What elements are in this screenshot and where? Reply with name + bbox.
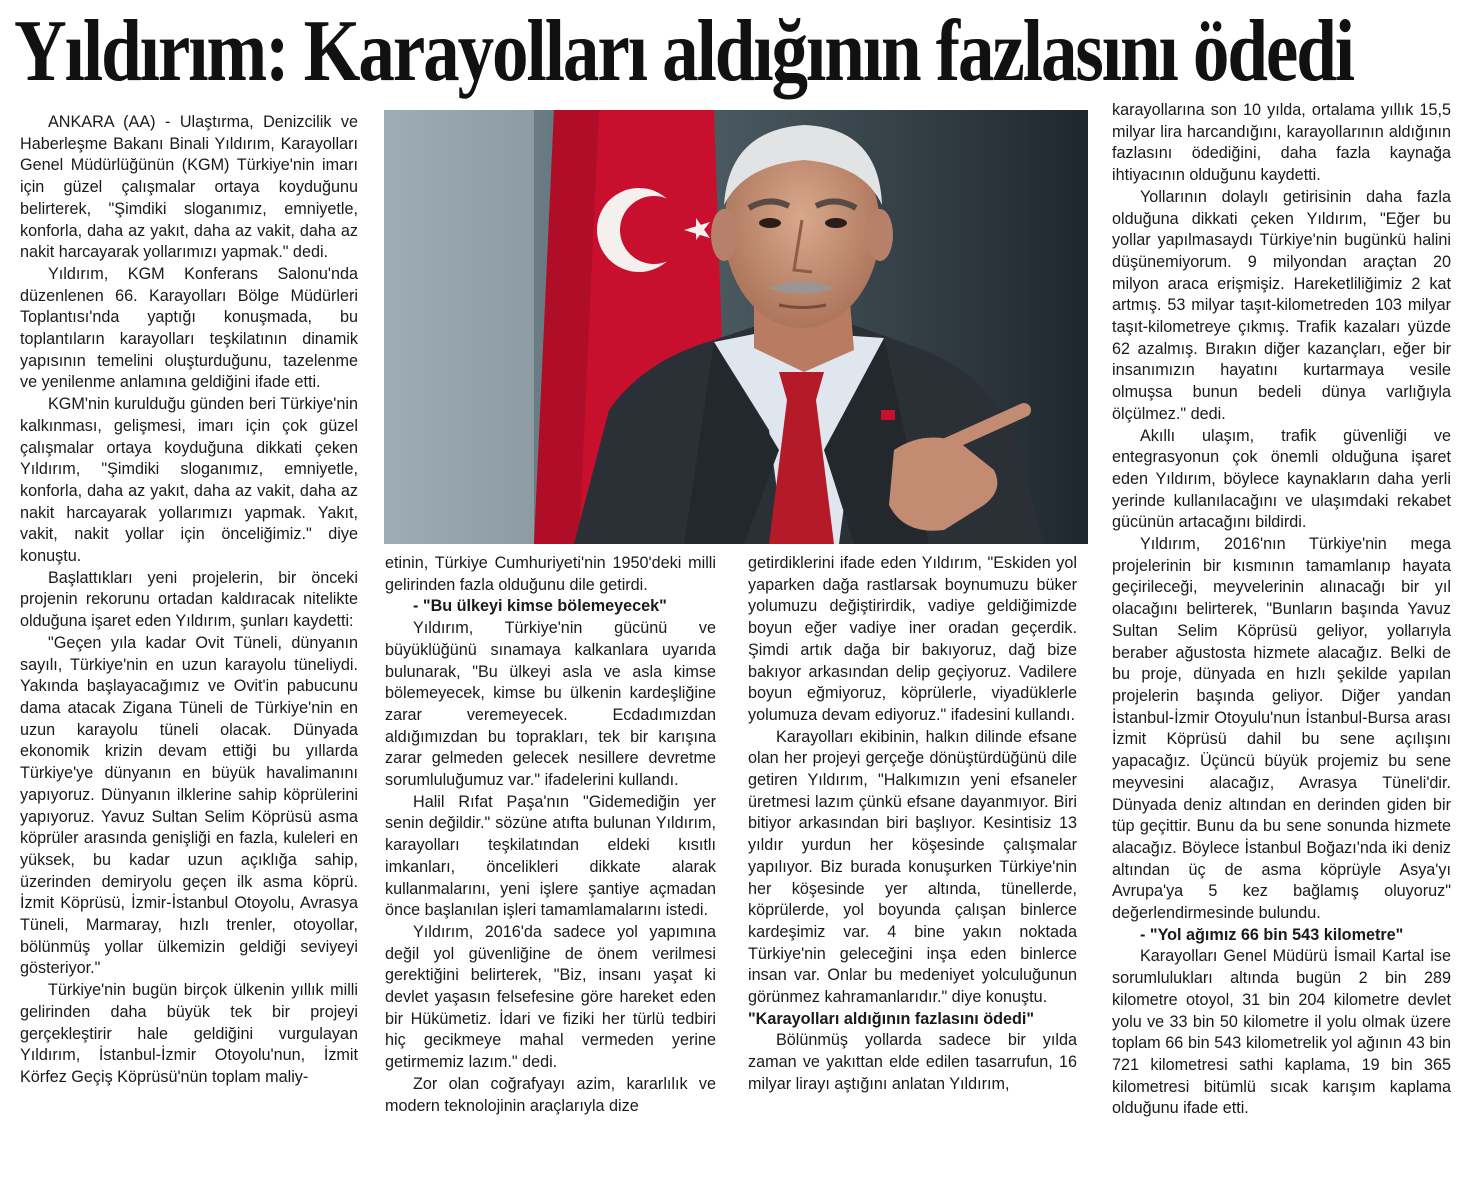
subheading: - "Bu ülkeyi kimse bölemeyecek" xyxy=(413,597,667,616)
article-photo xyxy=(384,110,1088,544)
headline: Yıldırım: Karayolları aldığının fazlasını ödedi xyxy=(14,3,1354,100)
portrait-photo-illustration xyxy=(384,110,1088,544)
paragraph: Türkiye'nin bugün birçok ülkenin yıllık milli gelirinden daha büyük tek bir projeyi gerçekleştirir hale geldiğini vurgulayan Yıldırım, İstanbul-İzmir Otoyolu'nun, İzmit Körfez Geçiş Köprüsü'nün toplam maliy- xyxy=(20,981,358,1086)
paragraph: Halil Rıfat Paşa'nın "Gidemediğin yer senin değildir." sözüne atıfta bulunan Yıldırım, karayolları teşkilatından eldeki kısıtlı imkanları, öncelikleri dikkate alarak kullanmalarını, yeni işlere şantiye açmadan önce başlanılan işleri tamamlamalarını istedi. xyxy=(385,792,716,920)
paragraph: Yollarının dolaylı getirisinin daha fazla olduğuna dikkati çeken Yıldırım, "Eğer bu yollar yapılmasaydı Türkiye'nin bugünkü halini düşünemiyorum. 9 milyondan araçtan 20 milyon araca erişmişiz. Hareketliliğimiz 2 kat artmış. 53 milyar taşıt-kilometreden 103 milyar taşıt-kilometreye çıkmış. Trafik kazaları yüzde 62 azalmış. Bırakın diğer kazançları, eğer bir insanımızın hayatını kurtarmaya vesile olmuşsa bunun bedeli dünya varlığıyla ölçülmez." dedi. xyxy=(1112,187,1451,423)
paragraph: Bölünmüş yollarda sadece bir yılda zaman ve yakıttan elde edilen tasarrufun, 16 milyar lirayı aştığını anlatan Yıldırım, xyxy=(748,1031,1077,1093)
paragraph: karayollarına son 10 yılda, ortalama yıllık 15,5 milyar lira harcandığını, karayollarının aldığının fazlasını ödediğini, daha fazla kaynağa ihtiyacının olduğunu kaydetti. xyxy=(1112,101,1451,185)
paragraph: Yıldırım, 2016'nın Türkiye'nin mega projelerinin bir kısmının tamamlanıp hayata geçirileceği, meyvelerinin alınacağı bir yıl olacağını belirterek, "Bunların başında Yavuz Sultan Selim Köprüsü geliyor, yollarıyla beraber ağustosta hizmete alacağız. Belki de bu proje, dünyada en hızlı şekilde yapılan projelerin başında geliyor. Diğer yandan İstanbul-İzmir Otoyulu'nun İstanbul-Bursa arası İzmit Köprüsü dahil bu sene açılışını yapacağız. Üçüncü büyük projemiz bu sene meyvesini alacağız, Avrasya Tüneli'dir. Dünyada deniz altından en derinden giden bir tüp geçittir. Bunu da bu sene sonunda hizmete alacağız. Böylece İstanbul Boğazı'nda iki deniz altından üç de asma köprüyle Asya'yı Avrupa'ya 5 kez bağlamış oluyoruz" değerlendirmesinde bulundu. xyxy=(1112,535,1451,923)
column-3 xyxy=(748,553,1077,1189)
subheading: "Karayolları aldığının fazlasını ödedi" xyxy=(748,1009,1035,1028)
paragraph: KGM'nin kurulduğu günden beri Türkiye'nin kalkınması, gelişmesi, imarı için çok güzel çalışmalar ortaya koyduğuna dikkati çeken Yıldırım, "Şimdiki sloganımız, emniyetle, konforla, daha az yakıt, daha az vakit, daha az nakit harcayarak yollarımızı yapmak. Yakıt, vakit, nakit yollar için önceliğimiz." diye konuştu. xyxy=(20,395,358,566)
column-1 xyxy=(20,112,358,1189)
paragraph: Karayolları Genel Müdürü İsmail Kartal ise sorumlulukları altında bugün 2 bin 289 kilometre otoyol, 31 bin 204 kilometre devlet yolu ve 33 bin 50 kilometre il yolu olmak üzere toplam 66 bin 543 kilometrelik yol ağının 43 bin 721 kilometresi sathi kaplama, 19 bin 365 kilometresi bitümlü sıcak karışım kaplama olduğunu ifade etti. xyxy=(1112,947,1451,1118)
paragraph: Yıldırım, KGM Konferans Salonu'nda düzenlenen 66. Karayolları Bölge Müdürleri Toplantısı'nda yaptığı konuşmada, bu toplantıların karayolları teşkilatının dinamik yapısının temelini oluşturduğunu, tazelenme ve yenilenme anlamına geldiğini ifade etti. xyxy=(20,264,358,392)
paragraph: Yıldırım, Türkiye'nin gücünü ve büyüklüğünü sınamaya kalkanlara uyarıda bulunarak, "Bu ülkeyi asla ve asla kimse bölemeyecek, kimse bu ülkenin kardeşliğine zarar veremeyecek. Ecdadımızdan aldığımızdan bu toprakları, tek bir karışına zarar gelmeden gelecek nesillere devretme sorumluluğumuz var." ifadelerini kullandı. xyxy=(385,619,716,790)
paragraph: Yıldırım, 2016'da sadece yol yapımına değil yol güvenliğine de önem verilmesi gerektiğini belirterek, "Biz, insanı yaşat ki devlet yaşasın felsefesine göre hareket eden bir Hükümetiz. İdari ve fiziki her türlü tedbiri hiç gecikmeye mahal vermeden yerine getirmemiz lazım." dedi. xyxy=(385,922,716,1072)
paragraph: Başlattıkları yeni projelerin, bir önceki projenin rekorunu ortadan kaldıracak nitelikte olduğuna işaret eden Yıldırım, şunları kaydetti: xyxy=(20,568,358,631)
paragraph: "Geçen yıla kadar Ovit Tüneli, dünyanın sayılı, Türkiye'nin en uzun karayolu tüneliydi. Yakında başlayacağımız ve Ovit'in pabucunu dama atacak Zigana Tüneli de Türkiye'nin en uzun karayolu tüneli olacak. Dünyada ekonomik krizin devam ettiği bu yıllarda Türkiye'ye dünyanın en büyük havalimanını yapıyoruz. Dünyanın ilklerine sahip köprülerini yapıyoruz. Yavuz Sultan Selim Köprüsü asma köprüler arasında genişliği en fazla, kuleleri en yüksek, bu kadar uzun açıklığa sahip, üzerinden demiryolu geçen ilk asma köprü. İzmit Köprüsü, İzmir-İstanbul Otoyolu, Avrasya Tüneli, Marmaray, hızlı trenler, otoyollar, bölünmüş yollar ülkemizin geldiği seviyeyi gösteriyor." xyxy=(20,633,358,978)
column-2 xyxy=(385,553,716,1189)
paragraph: getirdiklerini ifade eden Yıldırım, "Eskiden yol yaparken dağa rastlarsak boynumuzu büker yolumuzu değiştirirdik, vadiye geldiğimizde boyun eğer vadiye iner oradan geçerdik. Şimdi artık dağa bir bakıyoruz, dağ bize bakıyor arkasından delip geçiyoruz. Vadilere boyun eğmiyoruz, köprülerle, viyadüklerle yolumuza devam ediyoruz." ifadesini kullandı. xyxy=(748,554,1077,724)
lapel-pin xyxy=(881,410,895,420)
paragraph: Karayolları ekibinin, halkın dilinde efsane olan her projeyi gerçeğe dönüştürdüğünü dile getiren Yıldırım, "Halkımızın yeni efsaneler üretmesi lazım çünkü efsane dayanmıyor. Biri bitiyor arkasından biri başlıyor. Kesintisiz 13 yıldır yurdun her köşesinde çalışmalar yapılıyor. Biz burada konuşurken Türkiye'nin her köşesinde yer altında, tünellerde, köprülerde, yol boyunda çalışan binlerce kardeşimiz var. 4 bine yakın noktada Türkiye'nin geleceğini inşa eden binlerce insan var. Onlar bu medeniyet yolculuğunun görünmez kahramanlarıdır." diye konuştu. xyxy=(748,727,1077,1007)
paragraph: Zor olan coğrafyayı azim, kararlılık ve modern teknolojinin araçlarıyla dize xyxy=(385,1074,716,1115)
column-4 xyxy=(1112,100,1451,1189)
paragraph: etinin, Türkiye Cumhuriyeti'nin 1950'deki milli gelirinden fazla olduğunu dile getirdi. xyxy=(385,554,716,594)
subheading: - "Yol ağımız 66 bin 543 kilometre" xyxy=(1140,925,1404,944)
paragraph: Akıllı ulaşım, trafik güvenliği ve entegrasyonun çok önemli olduğuna işaret eden Yıldırım, böylece kaynakların daha yerli yerinde kullanılacağını ve ulaşımdaki rekabet gücünün artacağını bildirdi. xyxy=(1112,426,1451,532)
paragraph: ANKARA (AA) - Ulaştırma, Denizcilik ve Haberleşme Bakanı Binali Yıldırım, Karayolları Genel Müdürlüğünün (KGM) Türkiye'nin imarı için güzel çalışmalar ortaya koyduğunu belirterek, "Şimdiki sloganımız, emniyetle, konforla, daha az yakıt, daha az vakit, daha az nakit harcayarak yollarımızı yapmak." dedi. xyxy=(20,113,358,262)
background-curtain xyxy=(384,110,534,544)
